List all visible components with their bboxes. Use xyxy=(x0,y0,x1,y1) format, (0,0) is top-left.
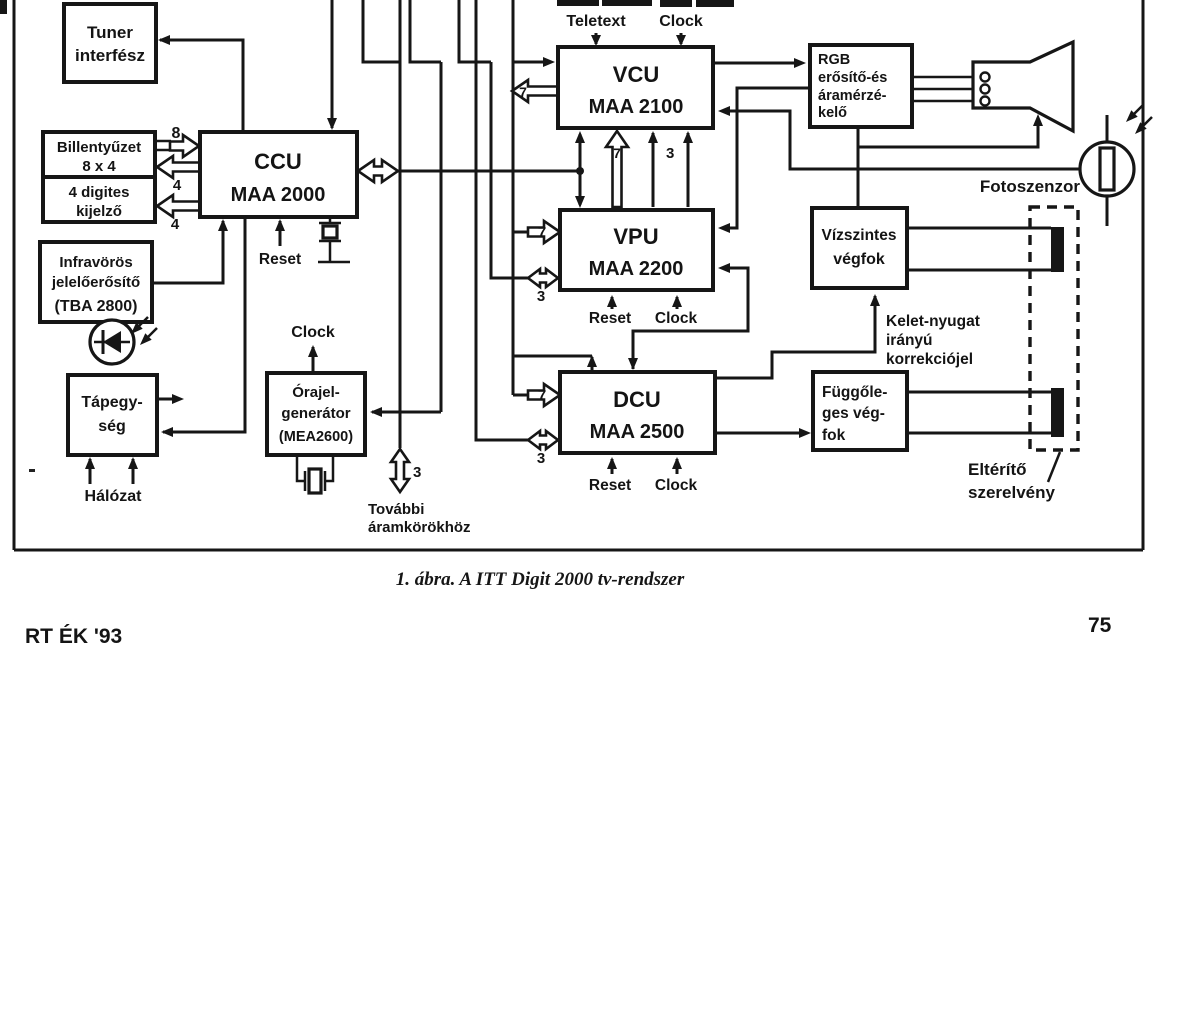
ir-label-3: (TBA 2800) xyxy=(54,298,138,315)
vcu-b3-count: 3 xyxy=(666,145,675,162)
deflection-label-1: Eltérítő xyxy=(968,460,1027,479)
rgb-label-2: erősítő-és xyxy=(818,70,888,86)
vcu-part: MAA 2100 xyxy=(588,96,684,118)
vpu-clock-label: Clock xyxy=(654,310,698,327)
rgb-label-4: kelő xyxy=(818,105,848,121)
scan-speck xyxy=(29,469,35,472)
figure-caption: 1. ábra. A ITT Digit 2000 tv-rendszer xyxy=(395,569,685,590)
vcu-name: VCU xyxy=(612,62,660,87)
gen-clock-label: Clock xyxy=(291,324,335,341)
vcu-left7-count: 7 xyxy=(519,84,527,100)
vcu-block xyxy=(558,47,713,128)
deflection-assembly xyxy=(1030,207,1078,450)
ccu-bus-arrow xyxy=(358,160,398,182)
vpu3-count: 3 xyxy=(536,288,546,305)
keyboard-label-1: Billentyűzet xyxy=(56,139,142,156)
kb4b-count: 4 xyxy=(170,216,180,233)
deflection-label-2: szerelvény xyxy=(968,483,1055,502)
clockgen-crystal-icon xyxy=(297,455,333,493)
further-circuits-label-1: További xyxy=(368,501,425,518)
ir-label-2: jelelőerősítő xyxy=(51,274,141,291)
vout-label-3: fok xyxy=(822,427,846,444)
vcu-vpu-bus-arrow xyxy=(606,131,628,207)
psu-label-2: ség xyxy=(98,418,126,435)
tuner-interface-block xyxy=(64,4,156,82)
scan-artifact xyxy=(0,0,7,14)
ccu-block xyxy=(200,132,357,217)
center-bus-arrows xyxy=(358,57,585,449)
psu-label-1: Tápegy- xyxy=(81,394,143,411)
keyboard-block xyxy=(43,132,155,177)
vout-label-2: ges vég- xyxy=(822,405,885,422)
footer-journal: RT ÉK '93 xyxy=(25,625,123,648)
teletext-label: Teletext xyxy=(566,13,626,30)
digit-display-block xyxy=(43,177,155,222)
ir-photodiode-icon xyxy=(90,317,157,364)
east-west-label-3: korrekciójel xyxy=(886,351,974,368)
ccu-part: MAA 2000 xyxy=(230,184,326,206)
kb4a-count: 4 xyxy=(172,177,182,194)
vcu-clock-label: Clock xyxy=(659,13,703,30)
photosensor-label: Fotoszenzor xyxy=(979,177,1080,196)
rgb-amplifier-block xyxy=(810,45,912,127)
kb8-count: 8 xyxy=(171,125,181,142)
ccu-reset-label: Reset xyxy=(258,251,302,268)
dcu-bus-arrow-3 xyxy=(528,431,558,449)
display-label-1: 4 digites xyxy=(68,184,130,201)
crt-icon xyxy=(973,42,1073,131)
horizontal-output-block xyxy=(812,208,907,288)
dcu-part: MAA 2500 xyxy=(589,421,685,443)
dcu-reset-label: Reset xyxy=(588,477,632,494)
power-supply-block xyxy=(68,375,157,455)
east-west-label-2: irányú xyxy=(886,332,933,349)
ir-label-1: Infravörös xyxy=(59,254,133,271)
hout-label-2: végfok xyxy=(833,251,885,268)
deflection-coil-top xyxy=(1051,227,1064,272)
ir-amplifier-block xyxy=(40,242,152,322)
tuner-label-1: Tuner xyxy=(87,23,133,42)
further-circuits-bus-arrow xyxy=(391,449,409,492)
vcu-b7-count: 7 xyxy=(613,145,621,161)
clockgen-label-1: Órajel- xyxy=(292,384,340,401)
keyboard-label-2: 8 x 4 xyxy=(82,158,116,175)
ccu-crystal-icon xyxy=(318,217,350,262)
vpu-bus-arrow-3 xyxy=(528,269,558,287)
east-west-label-1: Kelet-nyugat xyxy=(886,313,980,330)
vpu-block xyxy=(560,210,713,290)
rgb-label-1: RGB xyxy=(818,52,851,68)
clockgen-label-2: generátor xyxy=(281,405,351,422)
vout-label-1: Függőle- xyxy=(822,384,888,401)
dcu-name: DCU xyxy=(613,387,661,412)
vpu-part: MAA 2200 xyxy=(588,258,684,280)
clock-generator-block xyxy=(267,373,365,455)
page-number: 75 xyxy=(1088,614,1112,637)
vpu-name: VPU xyxy=(613,224,659,249)
further3-count: 3 xyxy=(413,464,422,481)
display-label-2: kijelző xyxy=(76,203,122,220)
clockgen-label-3: (MEA2600) xyxy=(278,429,354,445)
cropped-text-fragment xyxy=(557,0,734,7)
dcu3-count: 3 xyxy=(536,450,546,467)
ccu-name: CCU xyxy=(254,149,302,174)
rgb-label-3: áramérzé- xyxy=(818,88,887,104)
vpu-reset-label: Reset xyxy=(588,310,632,327)
dcu-block xyxy=(560,372,715,453)
dcu-clock-label: Clock xyxy=(654,477,698,494)
tuner-label-2: interfész xyxy=(75,46,145,65)
deflection-coil-bottom xyxy=(1051,388,1064,437)
vertical-output-block xyxy=(813,372,907,450)
photosensor-icon xyxy=(1080,105,1152,226)
vpu7-count: 7 xyxy=(537,224,547,241)
mains-label: Hálózat xyxy=(84,488,142,505)
further-circuits-label-2: áramkörökhöz xyxy=(368,519,471,536)
dcu7-count: 7 xyxy=(537,387,547,404)
hout-label-1: Vízszintes xyxy=(821,227,897,244)
